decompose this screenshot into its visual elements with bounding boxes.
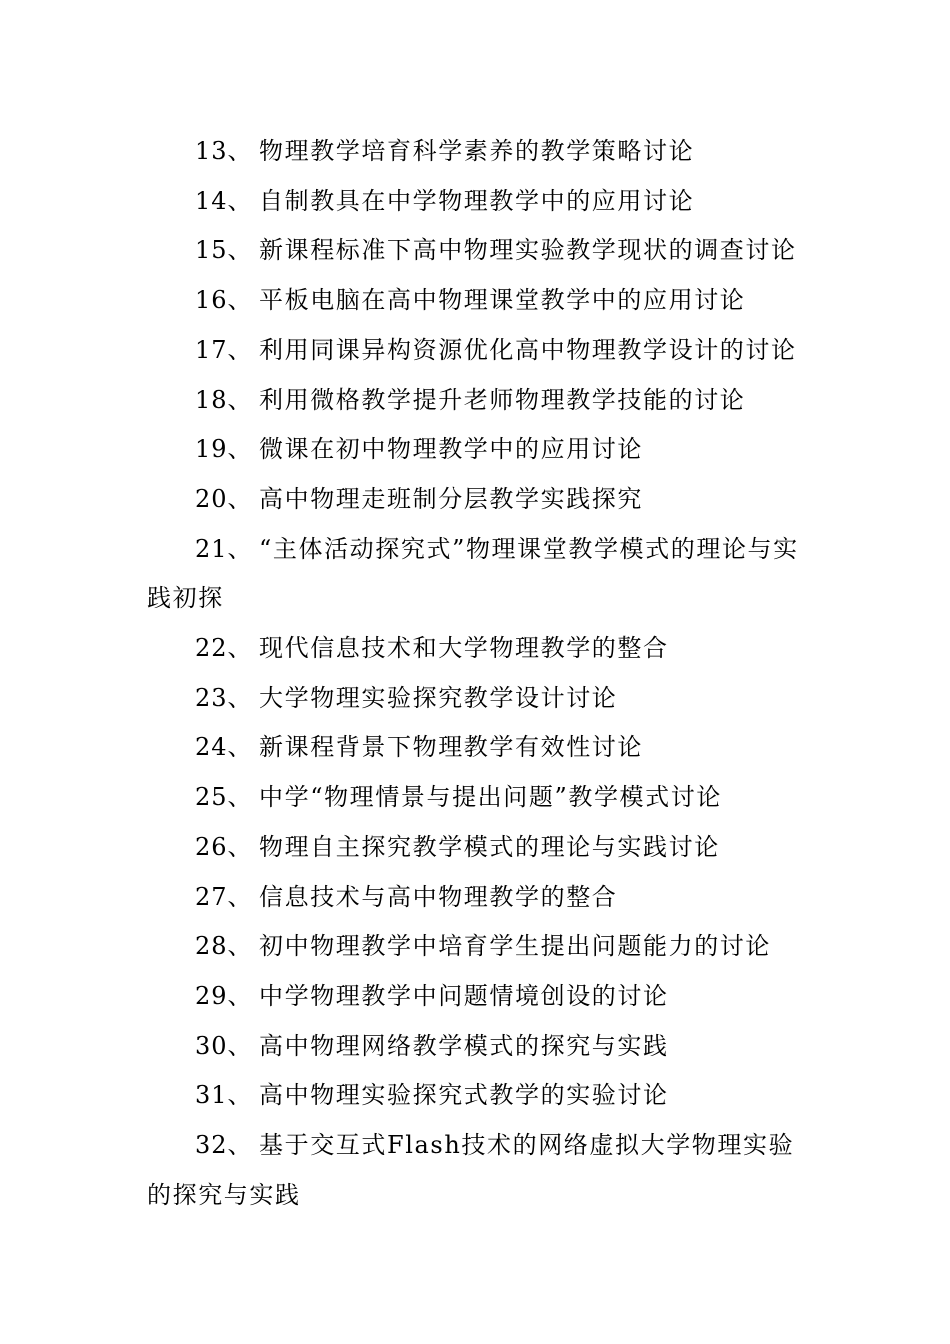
item-number: 31、 [195,1081,253,1110]
item-number: 32、 [195,1131,253,1160]
item-number: 24、 [195,733,253,762]
item-number: 16、 [195,286,253,315]
item-number: 26、 [195,832,253,861]
item-text: 自制教具在中学物理教学中的应用讨论 [259,186,695,215]
list-item [147,723,807,773]
list-item [147,177,807,227]
item-text: 初中物理教学中培育学生提出问题能力的讨论 [259,932,771,961]
item-number: 27、 [195,882,253,911]
item-number: 18、 [195,385,253,414]
list-item [147,972,807,1022]
item-number: 14、 [195,186,253,215]
item-number: 20、 [195,484,253,513]
list-item [147,1071,807,1121]
item-text: 现代信息技术和大学物理教学的整合 [259,634,669,663]
list-item [147,425,807,475]
item-number: 30、 [195,1031,253,1060]
list-item [147,475,807,525]
item-text: 平板电脑在高中物理课堂教学中的应用讨论 [259,286,746,315]
item-text: 高中物理实验探究式教学的实验讨论 [259,1081,669,1110]
list-item [147,773,807,823]
item-number: 25、 [195,783,253,812]
list-item [147,674,807,724]
list-item [147,226,807,276]
item-text: 微课在初中物理教学中的应用讨论 [259,435,643,464]
item-number: 19、 [195,435,253,464]
item-number: 28、 [195,932,253,961]
item-number: 15、 [195,236,253,265]
list-item [147,525,807,624]
list-item [147,873,807,923]
list-item [147,326,807,376]
list-item [147,1121,807,1220]
item-number: 23、 [195,683,253,712]
item-text: 中学“物理情景与提出问题”教学模式讨论 [259,783,722,812]
item-number: 21、 [195,534,253,563]
item-text: 信息技术与高中物理教学的整合 [259,882,618,911]
item-text: “主体活动探究式”物理课堂教学模式的理论与实践初探 [147,534,799,613]
item-number: 17、 [195,335,253,364]
topic-list [147,127,807,1220]
list-item [147,624,807,674]
item-text: 利用微格教学提升老师物理教学技能的讨论 [259,385,746,414]
item-text: 大学物理实验探究教学设计讨论 [259,683,618,712]
list-item [147,376,807,426]
item-number: 22、 [195,634,253,663]
item-text: 利用同课异构资源优化高中物理教学设计的讨论 [259,335,797,364]
item-text: 中学物理教学中问题情境创设的讨论 [259,981,669,1010]
item-text: 新课程背景下物理教学有效性讨论 [259,733,643,762]
item-text: 新课程标准下高中物理实验教学现状的调查讨论 [259,236,797,265]
list-item [147,276,807,326]
list-item [147,1022,807,1072]
item-text: 基于交互式Flash技术的网络虚拟大学物理实验的探究与实践 [147,1131,795,1209]
item-text: 高中物理走班制分层教学实践探究 [259,484,643,513]
list-item [147,922,807,972]
item-text: 高中物理网络教学模式的探究与实践 [259,1031,669,1060]
item-number: 13、 [195,137,253,165]
item-number: 29、 [195,981,253,1010]
item-text: 物理自主探究教学模式的理论与实践讨论 [259,832,720,861]
list-item [147,127,807,177]
list-item [147,823,807,873]
item-text: 物理教学培育科学素养的教学策略讨论 [259,137,695,165]
